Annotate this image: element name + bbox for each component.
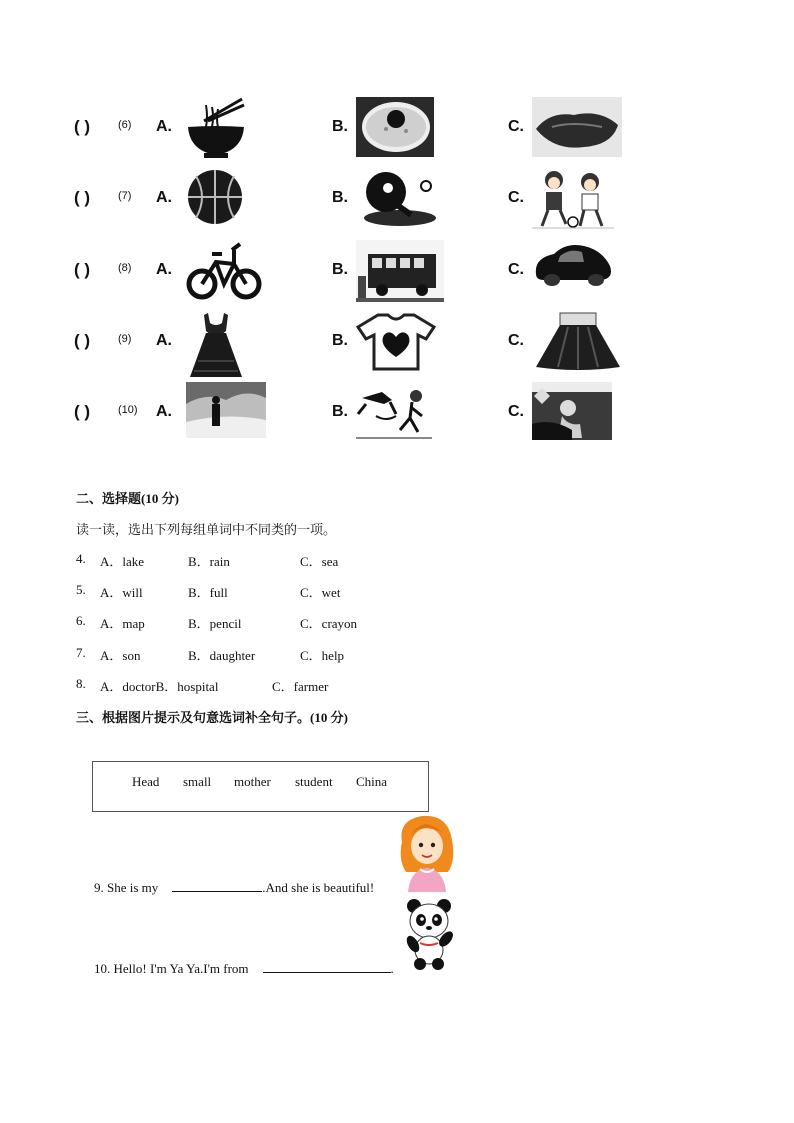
panda-icon	[404, 897, 454, 976]
girl-icon	[396, 812, 458, 897]
section-2-instruction: 读一读，选出下列每组单词中不同类的一项。	[76, 522, 337, 537]
word-bank-item: Head	[132, 774, 160, 789]
option-letter: B.	[332, 403, 348, 420]
picture-question-row	[0, 95, 794, 165]
option-letter: B.	[332, 332, 348, 349]
choice-c[interactable]: C．sea	[300, 554, 339, 569]
skating-icon[interactable]	[356, 382, 432, 442]
choice-a[interactable]: A．map	[100, 616, 145, 631]
section-3-title: 三、根据图片提示及句意选词补全句子。(10 分)	[76, 710, 348, 725]
t-shirt-icon[interactable]	[356, 311, 436, 371]
bus-icon[interactable]	[356, 240, 444, 302]
option-letter: A.	[156, 332, 172, 349]
option-letter: C.	[508, 118, 524, 135]
option-letter: C.	[508, 261, 524, 278]
option-letter: A.	[156, 403, 172, 420]
option-letter: B.	[332, 189, 348, 206]
choice-b[interactable]: B．daughter	[188, 648, 256, 663]
choice-c[interactable]: C．crayon	[300, 616, 358, 631]
choice-c[interactable]: C．help	[300, 648, 345, 663]
question-number: (10)	[118, 404, 138, 416]
option-letter: C.	[508, 332, 524, 349]
word-bank	[92, 761, 429, 812]
word-bank-item: mother	[234, 774, 271, 789]
answer-paren[interactable]: ( )	[74, 188, 91, 207]
answer-blank-9[interactable]	[172, 879, 262, 892]
snow-scene-icon[interactable]	[186, 382, 266, 438]
question-10: 10. Hello! I'm Ya Ya.I'm from .	[94, 961, 394, 976]
answer-paren[interactable]: ( )	[74, 260, 91, 279]
picture-question-row	[0, 380, 794, 450]
option-letter: A.	[156, 189, 172, 206]
choice-a[interactable]: A．will	[100, 585, 143, 600]
dress-icon[interactable]	[186, 311, 246, 379]
answer-paren[interactable]: ( )	[74, 402, 91, 421]
choice-b[interactable]: B．full	[188, 585, 228, 600]
choice-a[interactable]: A．son	[100, 648, 141, 663]
option-letter: A.	[156, 261, 172, 278]
question-number: (6)	[118, 119, 132, 131]
picture-question-row	[0, 238, 794, 308]
question-number: (9)	[118, 333, 132, 345]
option-letter: A.	[156, 118, 172, 135]
answer-paren[interactable]: ( )	[74, 331, 91, 350]
ping-pong-icon[interactable]	[356, 168, 438, 226]
word-bank-item: China	[356, 774, 388, 789]
answer-paren[interactable]: ( )	[74, 117, 91, 136]
question-number: (7)	[118, 190, 132, 202]
meat-icon[interactable]	[532, 97, 622, 157]
section-2-title: 二、选择题(10 分)	[76, 491, 179, 506]
rice-bowl-icon[interactable]	[356, 97, 434, 157]
bicycle-icon[interactable]	[186, 240, 262, 302]
word-bank-item: student	[295, 774, 333, 789]
option-letter: B.	[332, 261, 348, 278]
choice-a[interactable]: A．lake	[100, 554, 145, 569]
word-bank-item: small	[183, 774, 212, 789]
car-icon[interactable]	[532, 240, 614, 290]
option-letter: C.	[508, 403, 524, 420]
option-letter: C.	[508, 189, 524, 206]
choice-a-b[interactable]: A．doctorB．hospital	[100, 679, 219, 694]
choice-b[interactable]: B．pencil	[188, 616, 242, 631]
question-9: 9. She is my .And she is beautiful!	[94, 880, 375, 895]
choice-b[interactable]: B．rain	[188, 554, 230, 569]
flying-kite-icon[interactable]	[532, 382, 612, 440]
picture-question-row	[0, 166, 794, 236]
option-letter: B.	[332, 118, 348, 135]
basketball-icon[interactable]	[186, 168, 244, 226]
skirt-icon[interactable]	[532, 311, 624, 371]
football-kids-icon[interactable]	[532, 168, 614, 230]
choice-c[interactable]: C．wet	[300, 585, 341, 600]
question-number: (8)	[118, 262, 132, 274]
choice-c[interactable]: C．farmer	[272, 679, 329, 694]
picture-question-row	[0, 309, 794, 379]
noodle-bowl-icon[interactable]	[186, 97, 246, 159]
answer-blank-10[interactable]	[263, 960, 391, 973]
